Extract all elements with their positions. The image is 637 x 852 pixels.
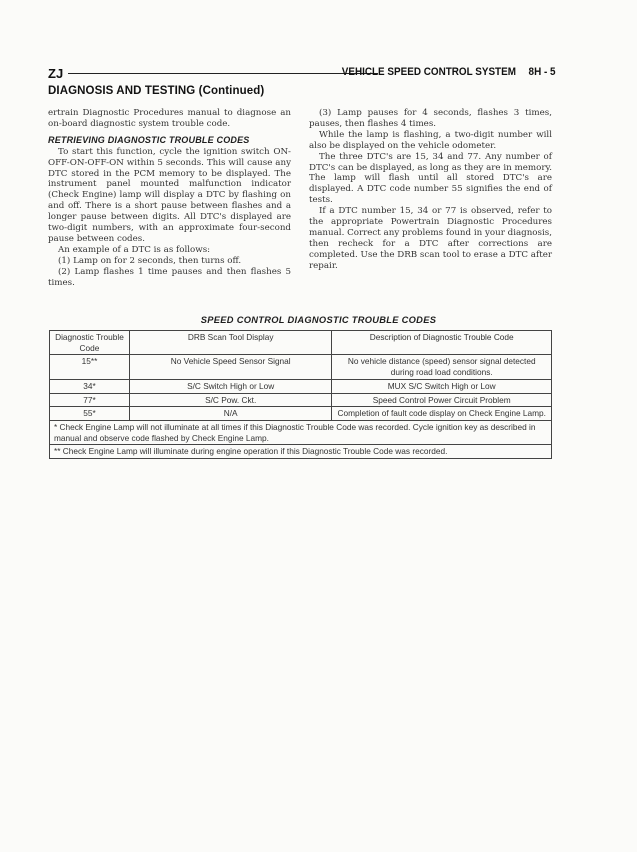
paragraph: ertrain Diagnostic Procedures manual to diagnose an on-board diagnostic system trouble code.: [48, 108, 291, 129]
paragraph: To start this function, cycle the ignition switch ON-OFF-ON-OFF-ON within 5 seconds. This will cause any DTC stored in the PCM memory to be displayed. The instrument panel mounted malfunction indicator (Check Engine) lamp will display a DTC by flashing on and off. There is a short pause between flashes and a longer pause between digits. All DTC's displayed are two-digit numbers, with an approximate four-second pause between codes.: [48, 146, 291, 244]
table-cell-code: 34*: [50, 379, 130, 393]
header-rule: [68, 73, 378, 74]
list-item: (3) Lamp pauses for 4 seconds, flashes 3 times, pauses, then flashes 4 times.: [309, 108, 552, 129]
section-title: DIAGNOSIS AND TESTING (Continued): [48, 85, 265, 97]
list-item: (2) Lamp flashes 1 time pauses and then flashes 5 times.: [48, 266, 291, 288]
table-footnote: ** Check Engine Lamp will illuminate during engine operation if this Diagnostic Trouble Code was recorded.: [50, 445, 552, 459]
table-row: [50, 379, 552, 393]
table-cell-code: 15**: [50, 355, 130, 379]
header-title-group: [342, 66, 556, 78]
list-item: (1) Lamp on for 2 seconds, then turns off.: [58, 255, 242, 266]
table-row: [50, 393, 552, 407]
dtc-table: [49, 330, 552, 459]
paragraph: An example of a DTC is as follows:: [58, 244, 211, 255]
table-row: [50, 407, 552, 421]
paragraph: While the lamp is flashing, a two-digit number will also be displayed on the vehicle odometer.: [309, 129, 552, 151]
table-cell-code: 77*: [50, 393, 130, 407]
table-row: [50, 355, 552, 379]
column-header: DRB Scan Tool Display: [129, 331, 332, 355]
page-header: [48, 64, 556, 84]
header-section-title: VEHICLE SPEED CONTROL SYSTEM: [342, 66, 517, 78]
right-column: [309, 108, 552, 272]
table-cell-display: S/C Pow. Ckt.: [129, 393, 332, 407]
header-model-code: ZJ: [48, 66, 64, 81]
table-title: SPEED CONTROL DIAGNOSTIC TROUBLE CODES: [200, 315, 437, 325]
paragraph: If a DTC number 15, 34 or 77 is observed, refer to the appropriate Powertrain Diagnostic Procedures manual. Correct any problems found in your diagnosis, then recheck for a DTC after corrections are completed. Use the DRB scan tool to erase a DTC after repair.: [309, 206, 552, 271]
table-cell-display: N/A: [129, 407, 332, 421]
paragraph: The three DTC's are 15, 34 and 77. Any number of DTC's can be displayed, as long as they are in memory. The lamp will flash until all stored DTC's are displayed. A DTC code number 55 signifies the end of tests.: [309, 151, 552, 206]
left-column: [48, 108, 291, 289]
table-footnote: * Check Engine Lamp will not illuminate at all times if this Diagnostic Trouble Code was recorded. Cycle ignition key as described in manual and observe code flashed by Check Engine Lamp.: [50, 420, 552, 444]
table-cell-display: S/C Switch High or Low: [129, 379, 332, 393]
table-cell-display: No Vehicle Speed Sensor Signal: [129, 355, 332, 379]
table-cell-description: Completion of fault code display on Check Engine Lamp.: [332, 407, 552, 421]
table-cell-description: MUX S/C Switch High or Low: [332, 379, 552, 393]
table-cell-code: 55*: [50, 407, 130, 421]
table-footnote-row: [50, 420, 552, 444]
table-cell-description: No vehicle distance (speed) sensor signal detected during road load conditions.: [332, 355, 552, 379]
table-header-row: [50, 331, 552, 355]
column-header: Description of Diagnostic Trouble Code: [332, 331, 552, 355]
column-header: Diagnostic Trouble Code: [50, 331, 130, 355]
table-cell-description: Speed Control Power Circuit Problem: [332, 393, 552, 407]
table-footnote-row: [50, 445, 552, 459]
page-number: 8H - 5: [529, 66, 556, 78]
subheading: RETRIEVING DIAGNOSTIC TROUBLE CODES: [48, 134, 250, 145]
